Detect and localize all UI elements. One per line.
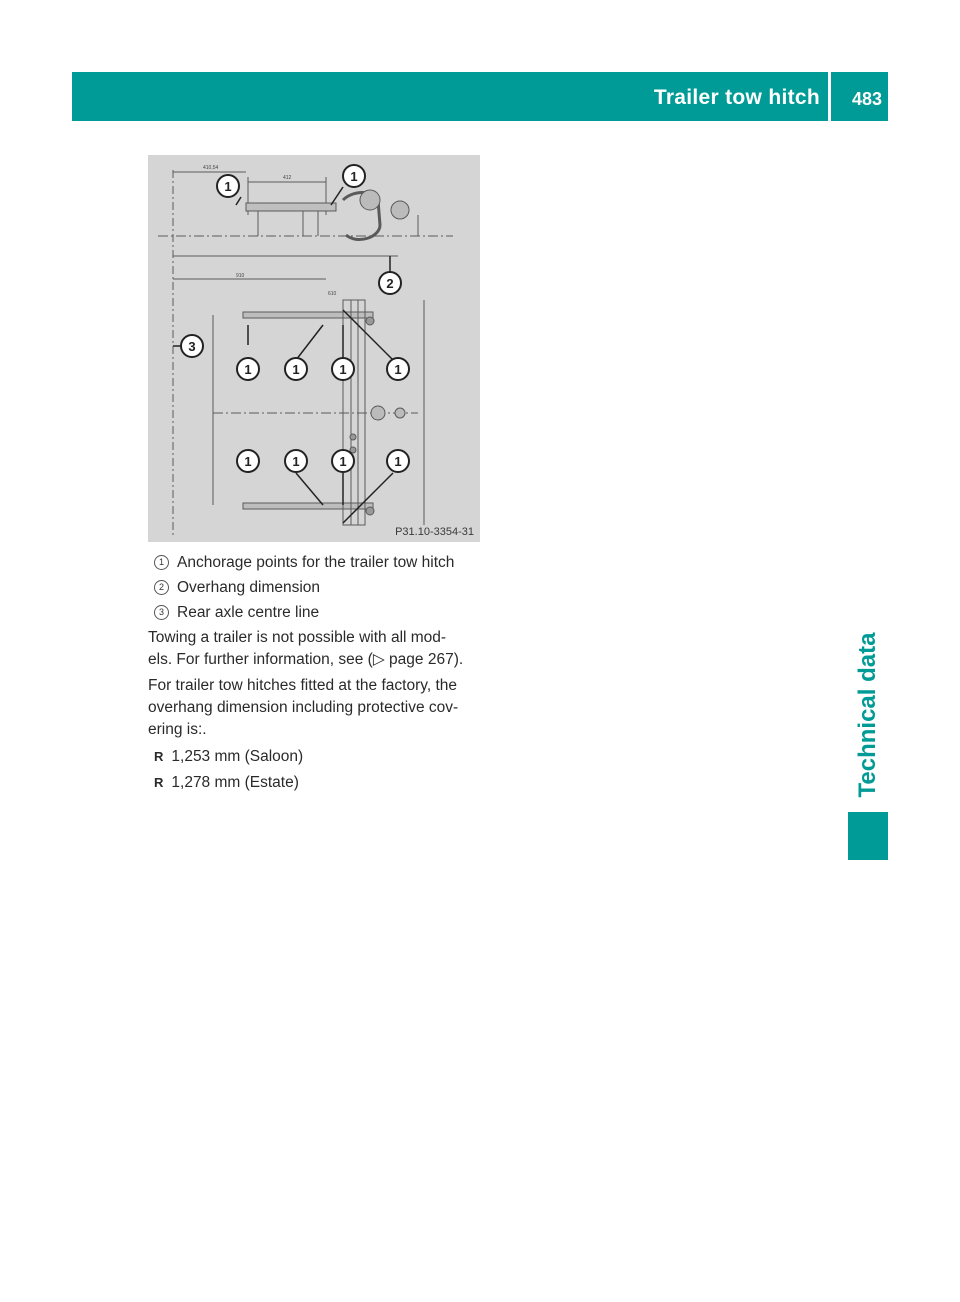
callout-1: 1 xyxy=(350,169,358,184)
list-item-text: 1,253 mm (Saloon) xyxy=(171,748,304,765)
text-line: Towing a trailer is not possible with all mod- xyxy=(148,629,447,646)
page-title: Trailer tow hitch xyxy=(653,86,820,109)
legend-item xyxy=(154,550,484,575)
list-item xyxy=(154,770,484,796)
callout-1: 1 xyxy=(224,179,232,194)
list-item-text: 1,278 mm (Estate) xyxy=(171,774,299,791)
legend-number: 3 xyxy=(154,605,169,620)
callout-1: 1 xyxy=(244,362,252,377)
legend-text: Anchorage points for the trailer tow hitch xyxy=(177,554,455,571)
side-tab-label: Technical data xyxy=(854,632,881,798)
text-line: ering is:. xyxy=(148,721,207,738)
callout-1: 1 xyxy=(244,454,252,469)
figure-code: P31.10-3354-31 xyxy=(395,526,474,538)
callout-1: 1 xyxy=(292,362,300,377)
callout-1: 1 xyxy=(339,454,347,469)
towing-note xyxy=(148,627,484,671)
text-line: For trailer tow hitches fitted at the factory, the xyxy=(148,677,457,694)
text-line: overhang dimension including protective cov- xyxy=(148,699,459,716)
dim-label: 410,54 xyxy=(203,165,219,171)
legend-item xyxy=(154,600,484,625)
legend-text: Rear axle centre line xyxy=(177,604,320,621)
dim-label: 412 xyxy=(283,175,292,181)
side-tab xyxy=(848,630,888,800)
legend-number: 2 xyxy=(154,580,169,595)
legend-text: Overhang dimension xyxy=(177,579,321,596)
bullet-icon: R xyxy=(154,775,164,790)
overhang-paragraph xyxy=(148,675,484,741)
callout-2: 2 xyxy=(386,276,394,291)
bullet-icon: R xyxy=(154,749,164,764)
list-item xyxy=(154,744,484,770)
diagram-drawing xyxy=(148,155,480,542)
overhang-list xyxy=(154,744,484,796)
callout-3: 3 xyxy=(188,339,196,354)
legend-number: 1 xyxy=(154,555,169,570)
page-number: 483 xyxy=(851,89,882,109)
legend-item xyxy=(154,575,484,600)
dim-label: 910 xyxy=(236,273,245,279)
callout-1: 1 xyxy=(394,454,402,469)
callout-1: 1 xyxy=(292,454,300,469)
callout-1: 1 xyxy=(394,362,402,377)
tow-hitch-diagram xyxy=(148,155,480,542)
page-reference-line[interactable]: els. For further information, see (▷ page 267). xyxy=(148,651,464,668)
figure-legend xyxy=(154,550,484,625)
side-tab-marker xyxy=(848,812,888,860)
header-bar xyxy=(72,72,888,121)
callout-1: 1 xyxy=(339,362,347,377)
dim-label: 610 xyxy=(328,291,337,297)
header-divider xyxy=(828,72,831,121)
